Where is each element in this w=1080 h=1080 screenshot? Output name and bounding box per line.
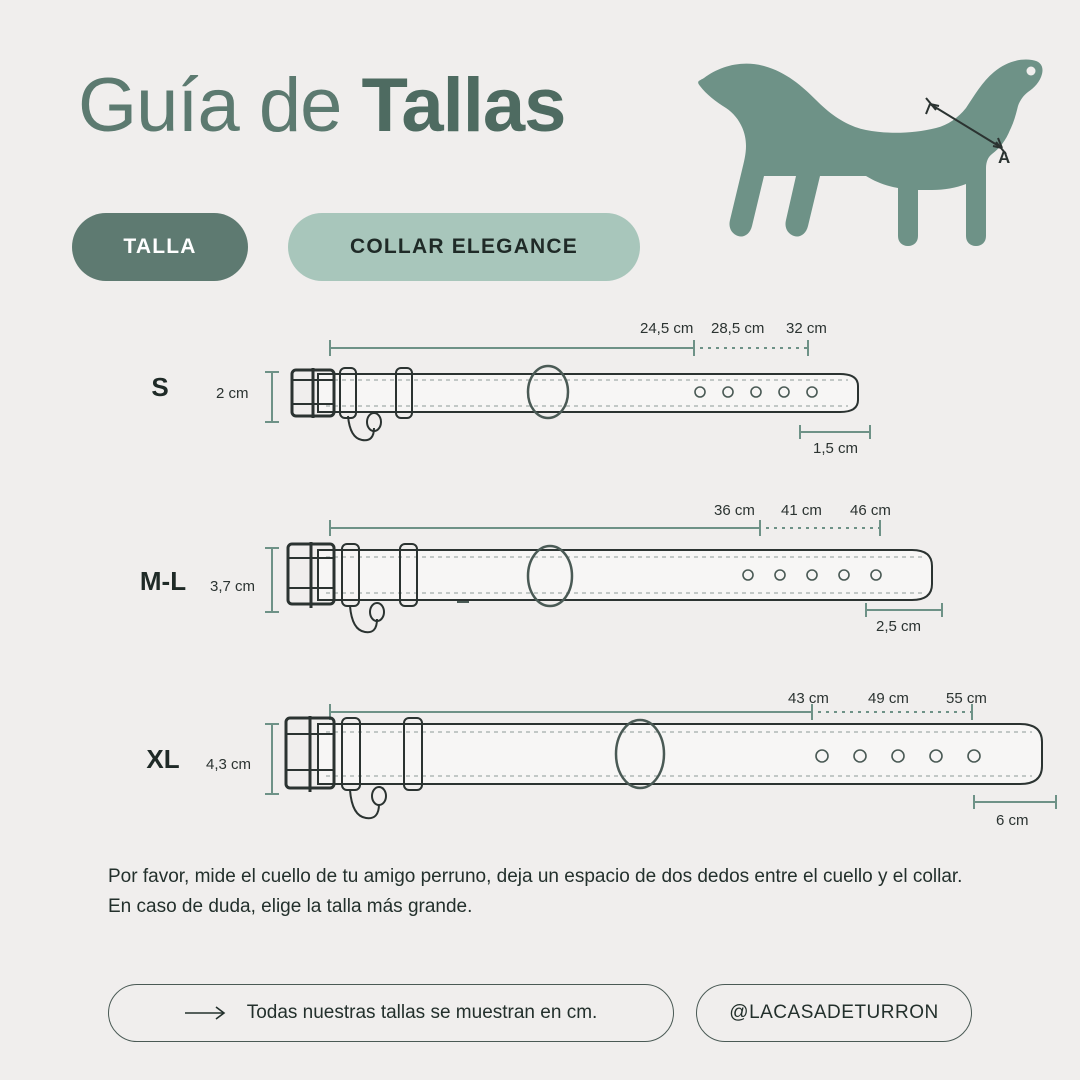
- length-min-label-s: 24,5 cm: [640, 320, 694, 337]
- handle-pill[interactable]: [696, 984, 972, 1042]
- page-title-light: Guía de: [78, 63, 362, 148]
- length-min-label-ml: 36 cm: [714, 502, 755, 519]
- collar-diagram-ml: [0, 490, 1080, 680]
- page-title: [78, 62, 565, 149]
- units-pill-label: Todas nuestras tallas se muestran en cm.: [246, 1002, 598, 1023]
- header-pill-size[interactable]: [72, 213, 248, 281]
- dog-illustration: [690, 30, 1050, 290]
- buckle-width-label-s: 1,5 cm: [813, 440, 859, 457]
- instructions-line-1: Por favor, mide el cuello de tu amigo perruno, deja un espacio de dos dedos entre el cuello y el collar.: [108, 866, 963, 887]
- arrow-right-icon: [185, 1006, 229, 1020]
- instructions-line-2: En caso de duda, elige la talla más grande.: [108, 896, 473, 917]
- size-label-s: S: [151, 372, 169, 402]
- header-pill-product-label: COLLAR ELEGANCE: [350, 235, 578, 258]
- size-row-xl: [0, 672, 1080, 872]
- length-mid-label-s: 28,5 cm: [711, 320, 765, 337]
- instructions-note: [108, 862, 1038, 922]
- buckle-width-label-xl: 6 cm: [996, 812, 1029, 829]
- length-max-label-s: 32 cm: [786, 320, 827, 337]
- buckle-width-label-ml: 2,5 cm: [876, 618, 922, 635]
- header-pill-product[interactable]: [288, 213, 640, 281]
- length-min-label-xl: 43 cm: [788, 690, 829, 707]
- size-row-ml: [0, 490, 1080, 680]
- length-mid-label-xl: 49 cm: [868, 690, 909, 707]
- size-label-xl: XL: [146, 744, 180, 774]
- width-label-s: 2 cm: [216, 385, 249, 402]
- width-label-xl: 4,3 cm: [206, 756, 252, 773]
- units-pill[interactable]: [108, 984, 674, 1042]
- dog-measure-label: A: [998, 148, 1011, 167]
- handle-pill-label: @LACASADETURRON: [729, 1002, 939, 1023]
- header-pill-size-label: TALLA: [123, 235, 197, 258]
- page-title-bold: Tallas: [361, 63, 566, 148]
- size-label-ml: M-L: [139, 566, 187, 596]
- size-row-s: [0, 300, 1080, 480]
- length-mid-label-ml: 41 cm: [781, 502, 822, 519]
- collar-diagram-s: [0, 300, 1080, 480]
- collar-diagram-xl: [0, 672, 1080, 872]
- dog-silhouette-icon: [690, 30, 1050, 290]
- length-max-label-ml: 46 cm: [850, 502, 891, 519]
- width-label-ml: 3,7 cm: [210, 578, 256, 595]
- length-max-label-xl: 55 cm: [946, 690, 987, 707]
